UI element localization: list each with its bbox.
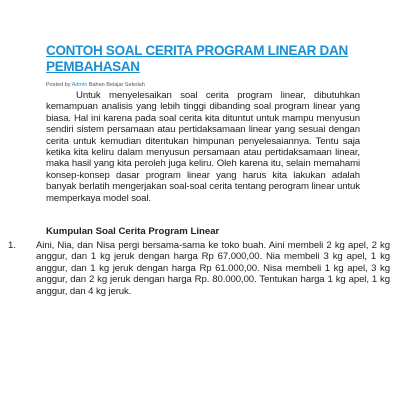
posted-by-label: Posted by	[46, 82, 71, 88]
intro-paragraph: Untuk menyelesaikan soal cerita program linear, dibutuhkan kemampuan analisis yang lebih tinggi dibanding soal program linear yang biasa. Hal ini karena pada soal cerita kita dituntut untuk mampu menyusun sendiri sistem persamaan atau pertidaksamaan linear yang sesuai dengan cerita untuk kemudian ditentukan himpunan penyelesaiannya. Tentu saja ketika kita keliru dalam menyusun persamaan atau pertidaksamaan linear, maka hasil yang kita peroleh juga keliru. Oleh karena itu, selain memahami konsep-konsep dasar program linear yang harus kita lakukan adalah banyak berlatih mengerjakan soal-soal cerita tentang perogram linear untuk memperkaya model soal.	[46, 90, 360, 204]
article-title[interactable]: CONTOH SOAL CERITA PROGRAM LINEAR DAN PEMBAHASAN	[46, 43, 348, 74]
author-link[interactable]: Admin	[71, 82, 88, 88]
problem-number: 1.	[8, 240, 17, 251]
problem-item	[8, 240, 390, 297]
post-meta	[46, 82, 145, 88]
problem-text: Aini, Nia, dan Nisa pergi bersama-sama ke toko buah. Aini membeli 2 kg apel, 2 kg anggur, dan 1 kg jeruk dengan harga Rp 67.000,00. Nia membeli 3 kg apel, 1 kg anggur, dan 1 kg jeruk dengan harga Rp 61.000,00. Nisa membeli 1 kg apel, 3 kg anggur, dan 2 kg jeruk dengan harga Rp. 80.000,00. Tentukan harga 1 kg apel, 1 kg anggur, dan 4 kg jeruk.	[36, 240, 390, 297]
category-label: Bahan Belajar Sekolah	[88, 82, 145, 88]
section-heading: Kumpulan Soal Cerita Program Linear	[46, 226, 220, 237]
